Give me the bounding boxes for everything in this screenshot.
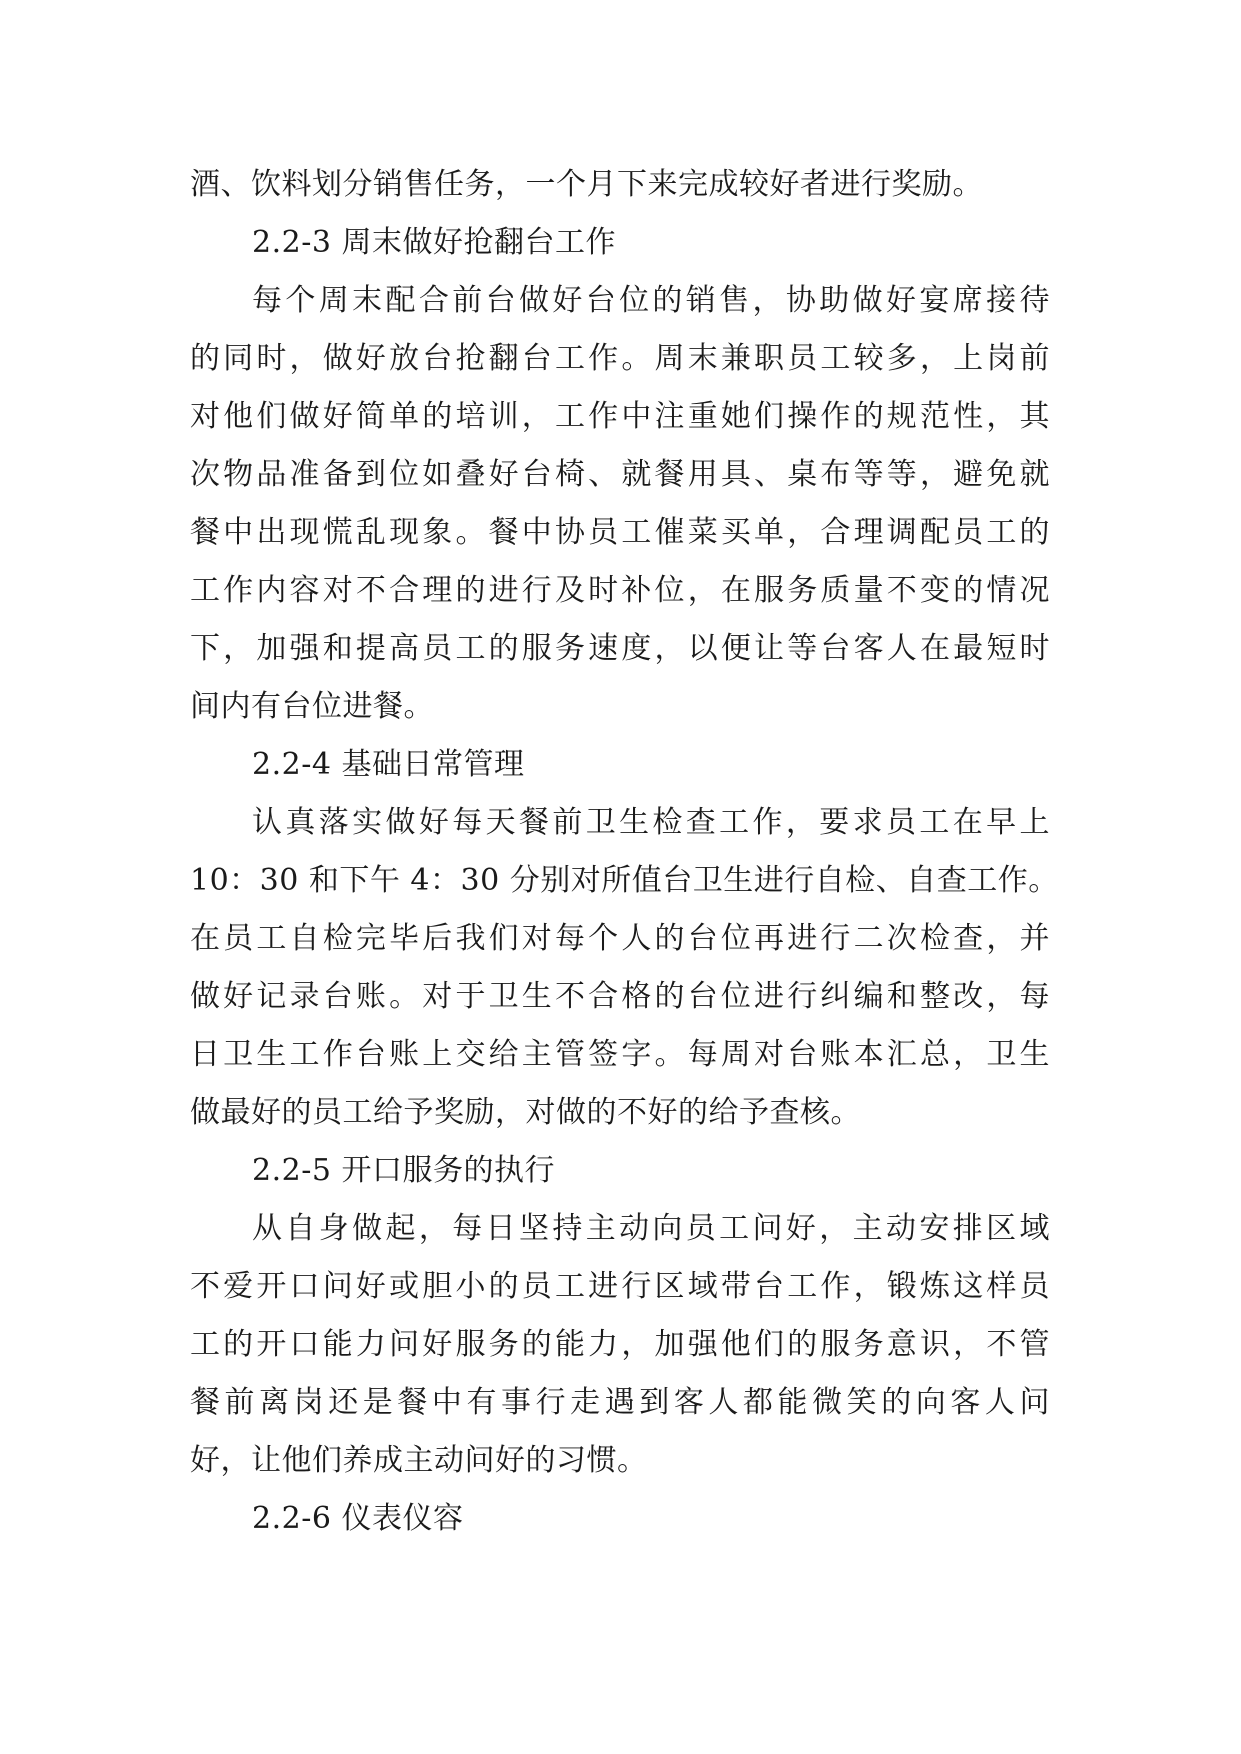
paragraph-line: 日卫生工作台账上交给主管签字。每周对台账本汇总，卫生 bbox=[190, 1037, 1050, 1072]
section-heading-2-2-3: 2.2-3 周末做好抢翻台工作 bbox=[252, 225, 616, 260]
paragraph-line: 在员工自检完毕后我们对每个人的台位再进行二次检查，并 bbox=[190, 921, 1050, 956]
paragraph-line: 10：30 和下午 4：30 分别对所值台卫生进行自检、自查工作。 bbox=[190, 863, 1059, 898]
paragraph-line: 对他们做好简单的培训，工作中注重她们操作的规范性，其 bbox=[190, 399, 1050, 434]
paragraph-line: 次物品准备到位如叠好台椅、就餐用具、桌布等等，避免就 bbox=[190, 457, 1050, 492]
section-heading-2-2-5: 2.2-5 开口服务的执行 bbox=[252, 1153, 555, 1188]
paragraph-line: 每个周末配合前台做好台位的销售，协助做好宴席接待 bbox=[252, 283, 1050, 318]
paragraph-line: 不爱开口问好或胆小的员工进行区域带台工作，锻炼这样员 bbox=[190, 1269, 1050, 1304]
paragraph-line: 做好记录台账。对于卫生不合格的台位进行纠编和整改，每 bbox=[190, 979, 1050, 1014]
paragraph-line: 的同时，做好放台抢翻台工作。周末兼职员工较多，上岗前 bbox=[190, 341, 1050, 376]
paragraph-line: 工作内容对不合理的进行及时补位，在服务质量不变的情况 bbox=[190, 573, 1050, 608]
paragraph-line: 酒、饮料划分销售任务，一个月下来完成较好者进行奖励。 bbox=[190, 167, 983, 202]
section-heading-2-2-6: 2.2-6 仪表仪容 bbox=[252, 1501, 464, 1536]
paragraph-line: 餐前离岗还是餐中有事行走遇到客人都能微笑的向客人问 bbox=[190, 1385, 1050, 1420]
paragraph-line: 好，让他们养成主动问好的习惯。 bbox=[190, 1443, 648, 1478]
document-body bbox=[190, 156, 1059, 1548]
paragraph-line: 工的开口能力问好服务的能力，加强他们的服务意识，不管 bbox=[190, 1327, 1050, 1362]
paragraph-line: 认真落实做好每天餐前卫生检查工作，要求员工在早上 bbox=[252, 805, 1050, 840]
paragraph-line: 下，加强和提高员工的服务速度，以便让等台客人在最短时 bbox=[190, 631, 1050, 666]
section-heading-2-2-4: 2.2-4 基础日常管理 bbox=[252, 747, 525, 782]
paragraph-line: 餐中出现慌乱现象。餐中协员工催菜买单，合理调配员工的 bbox=[190, 515, 1050, 550]
paragraph-line: 从自身做起，每日坚持主动向员工问好，主动安排区域 bbox=[252, 1211, 1050, 1246]
paragraph-line: 做最好的员工给予奖励，对做的不好的给予查核。 bbox=[190, 1095, 861, 1130]
paragraph-line: 间内有台位进餐。 bbox=[190, 689, 434, 724]
